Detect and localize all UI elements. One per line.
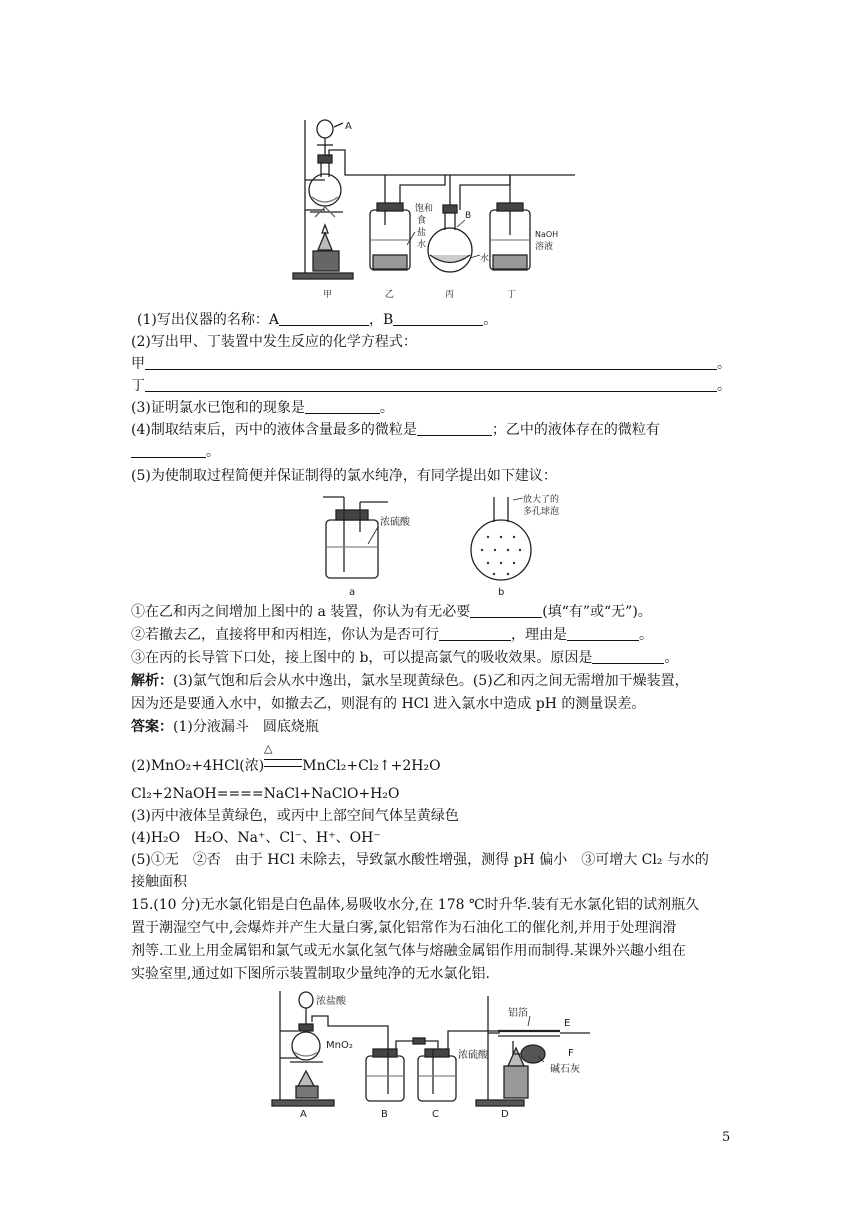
analysis-line-1 [131,671,689,691]
heat-condition: △ [264,742,273,755]
question-4-end: 。 [206,444,220,460]
label-naoh: NaOH [535,230,559,239]
item-1-text: ①在乙和丙之间增加上图中的 a 装置，你认为有无必要 [131,604,471,620]
question-2-ding [131,376,731,396]
label-shui2: 水 [480,254,490,264]
answer-equation-2: Cl₂+2NaOH====NaCl+NaClO+H₂O [131,786,400,802]
label-nongliusuan-2: 浓硫酸 [458,1050,488,1061]
apparatus-figure-3 [268,986,598,1121]
label-B: B [465,211,472,221]
label-duokong: 多孔球泡 [523,507,560,517]
caption-D: D [501,1109,509,1120]
label-shui: 水 [417,240,427,250]
question-5-item-3 [131,648,678,668]
answer-blank-B[interactable] [393,311,483,326]
analysis-label: 解析： [131,673,173,689]
item-2-end: 。 [639,627,653,643]
label-fangda: 放大了的 [523,495,560,505]
question-4-text1: (4)制取结束后，丙中的液体含量最多的微粒是 [131,422,417,438]
answer-3: (3)丙中液体呈黄绿色，或丙中上部空间气体呈黄绿色 [131,808,459,824]
answer-blank-5-3[interactable] [592,649,664,664]
equation-1-left: (2)MnO₂+4HCl(浓) [131,758,265,774]
question-1-sep: ，B [368,312,394,328]
caption-jia: 甲 [323,290,333,300]
question-1 [137,310,497,330]
question-5-item-2 [131,625,653,645]
label-nongyansuan: 浓盐酸 [316,996,346,1007]
question-1-end: 。 [483,312,498,328]
caption-B: B [381,1109,388,1120]
question-3-text: (3)证明氯水已饱和的现象是 [131,400,305,416]
answer-blank-3[interactable] [305,399,380,414]
answer-label: 答案： [131,719,173,735]
answer-blank-ding[interactable] [145,377,717,392]
question-4 [131,420,660,440]
label-jianshihui: 碱石灰 [550,1064,580,1075]
question-1-text: (1)写出仪器的名称：A [137,312,279,328]
q15-line-4: 实验室里,通过如下图所示装置制取少量纯净的无水氯化铝. [131,966,490,982]
label-nongliusuan: 浓硫酸 [380,517,410,528]
question-2-ding-label: 丁 [131,378,145,394]
question-4-cont [131,442,220,462]
answer-blank-A[interactable] [279,311,369,326]
question-3-end: 。 [379,400,394,416]
analysis-line-2: 因为还是要通入水中，如撤去乙，则混有的 HCl 进入氯水中造成 pH 的测量误差。 [131,696,646,712]
answer-4: (4)H₂O H₂O、Na⁺、Cl⁻、H⁺、OH⁻ [131,830,381,846]
answer-1: (1)分液漏斗 圆底烧瓶 [173,719,319,735]
apparatus-figure-1 [285,115,575,305]
item-1-end: (填“有”或“无”)。 [542,604,652,620]
question-2-jia [131,354,731,374]
apparatus-figure-2 [318,492,608,600]
page-number: 5 [722,1130,731,1145]
item-2-text: ②若撤去乙，直接将甲和丙相连，你认为是否可行 [131,627,439,643]
label-shi: 食 [417,216,427,226]
caption-C: C [432,1109,439,1120]
label-E: E [564,1018,571,1029]
equation-1-arrow [264,759,302,767]
question-3 [131,398,394,418]
caption-A: A [300,1109,307,1120]
label-F: F [568,1048,574,1059]
equation-1-right: MnCl₂+Cl₂↑+2H₂O [302,758,441,774]
item-3-text: ③在丙的长导管下口处，接上图中的 b，可以提高氯气的吸收效果。原因是 [131,650,593,666]
item-3-end: 。 [664,650,679,666]
label-yan: 盐 [417,228,427,238]
q15-line-3: 剂等.工业上用金属铝和氯气或无水氯化氢气体与熔融金属铝作用而制得.某课外兴趣小组在 [131,943,686,959]
q15-line-2: 置于潮湿空气中,会爆炸并产生大量白雾,氯化铝常作为石油化工的催化剂,并用于处理润滑 [131,920,677,936]
answer-blank-5-2b[interactable] [567,626,639,641]
question-5-item-1 [131,602,652,622]
label-A: A [345,121,352,132]
answer-line-1 [131,717,319,737]
answer-equation-1 [131,756,441,776]
question-2: (2)写出甲、丁装置中发生反应的化学方程式： [131,334,417,350]
question-2-ding-end: 。 [717,378,731,394]
answer-blank-4b[interactable] [131,443,206,458]
caption-ding: 丁 [507,290,517,300]
answer-blank-5-2a[interactable] [439,626,511,641]
caption-yi: 乙 [385,290,395,300]
question-4-text2: ；乙中的液体存在的微粒有 [491,422,660,438]
question-2-jia-label: 甲 [131,356,145,372]
caption-b: b [498,587,505,598]
answer-blank-4a[interactable] [417,421,492,436]
analysis-text-1: (3)氯气饱和后会从水中逸出，氯水呈现黄绿色。(5)乙和丙之间无需增加干燥装置， [173,673,689,689]
label-lvbo: 铝箔 [508,1008,528,1019]
item-2-mid: ，理由是 [511,627,567,643]
caption-a: a [349,587,356,598]
label-rongye: 溶液 [535,242,554,252]
q15-line-1: 15.(10 分)无水氯化铝是白色晶体,易吸收水分,在 178 ℃时升华.装有无水氯化铝的试剂瓶久 [131,897,700,913]
answer-blank-jia[interactable] [145,355,717,370]
answer-blank-5-1[interactable] [470,603,542,618]
answer-5a: (5)①无 ②否 由于 HCl 未除去，导致氯水酸性增强，测得 pH 偏小 ③可增大 Cl₂ 与水的 [131,852,709,868]
label-mno2: MnO₂ [326,1040,353,1051]
question-2-jia-end: 。 [717,356,731,372]
label-baohe: 饱和 [415,204,434,214]
answer-5b: 接触面积 [131,874,187,890]
caption-bing: 丙 [445,290,455,300]
question-5: (5)为使制取过程简便并保证制得的氯水纯净，有同学提出如下建议： [131,468,557,484]
